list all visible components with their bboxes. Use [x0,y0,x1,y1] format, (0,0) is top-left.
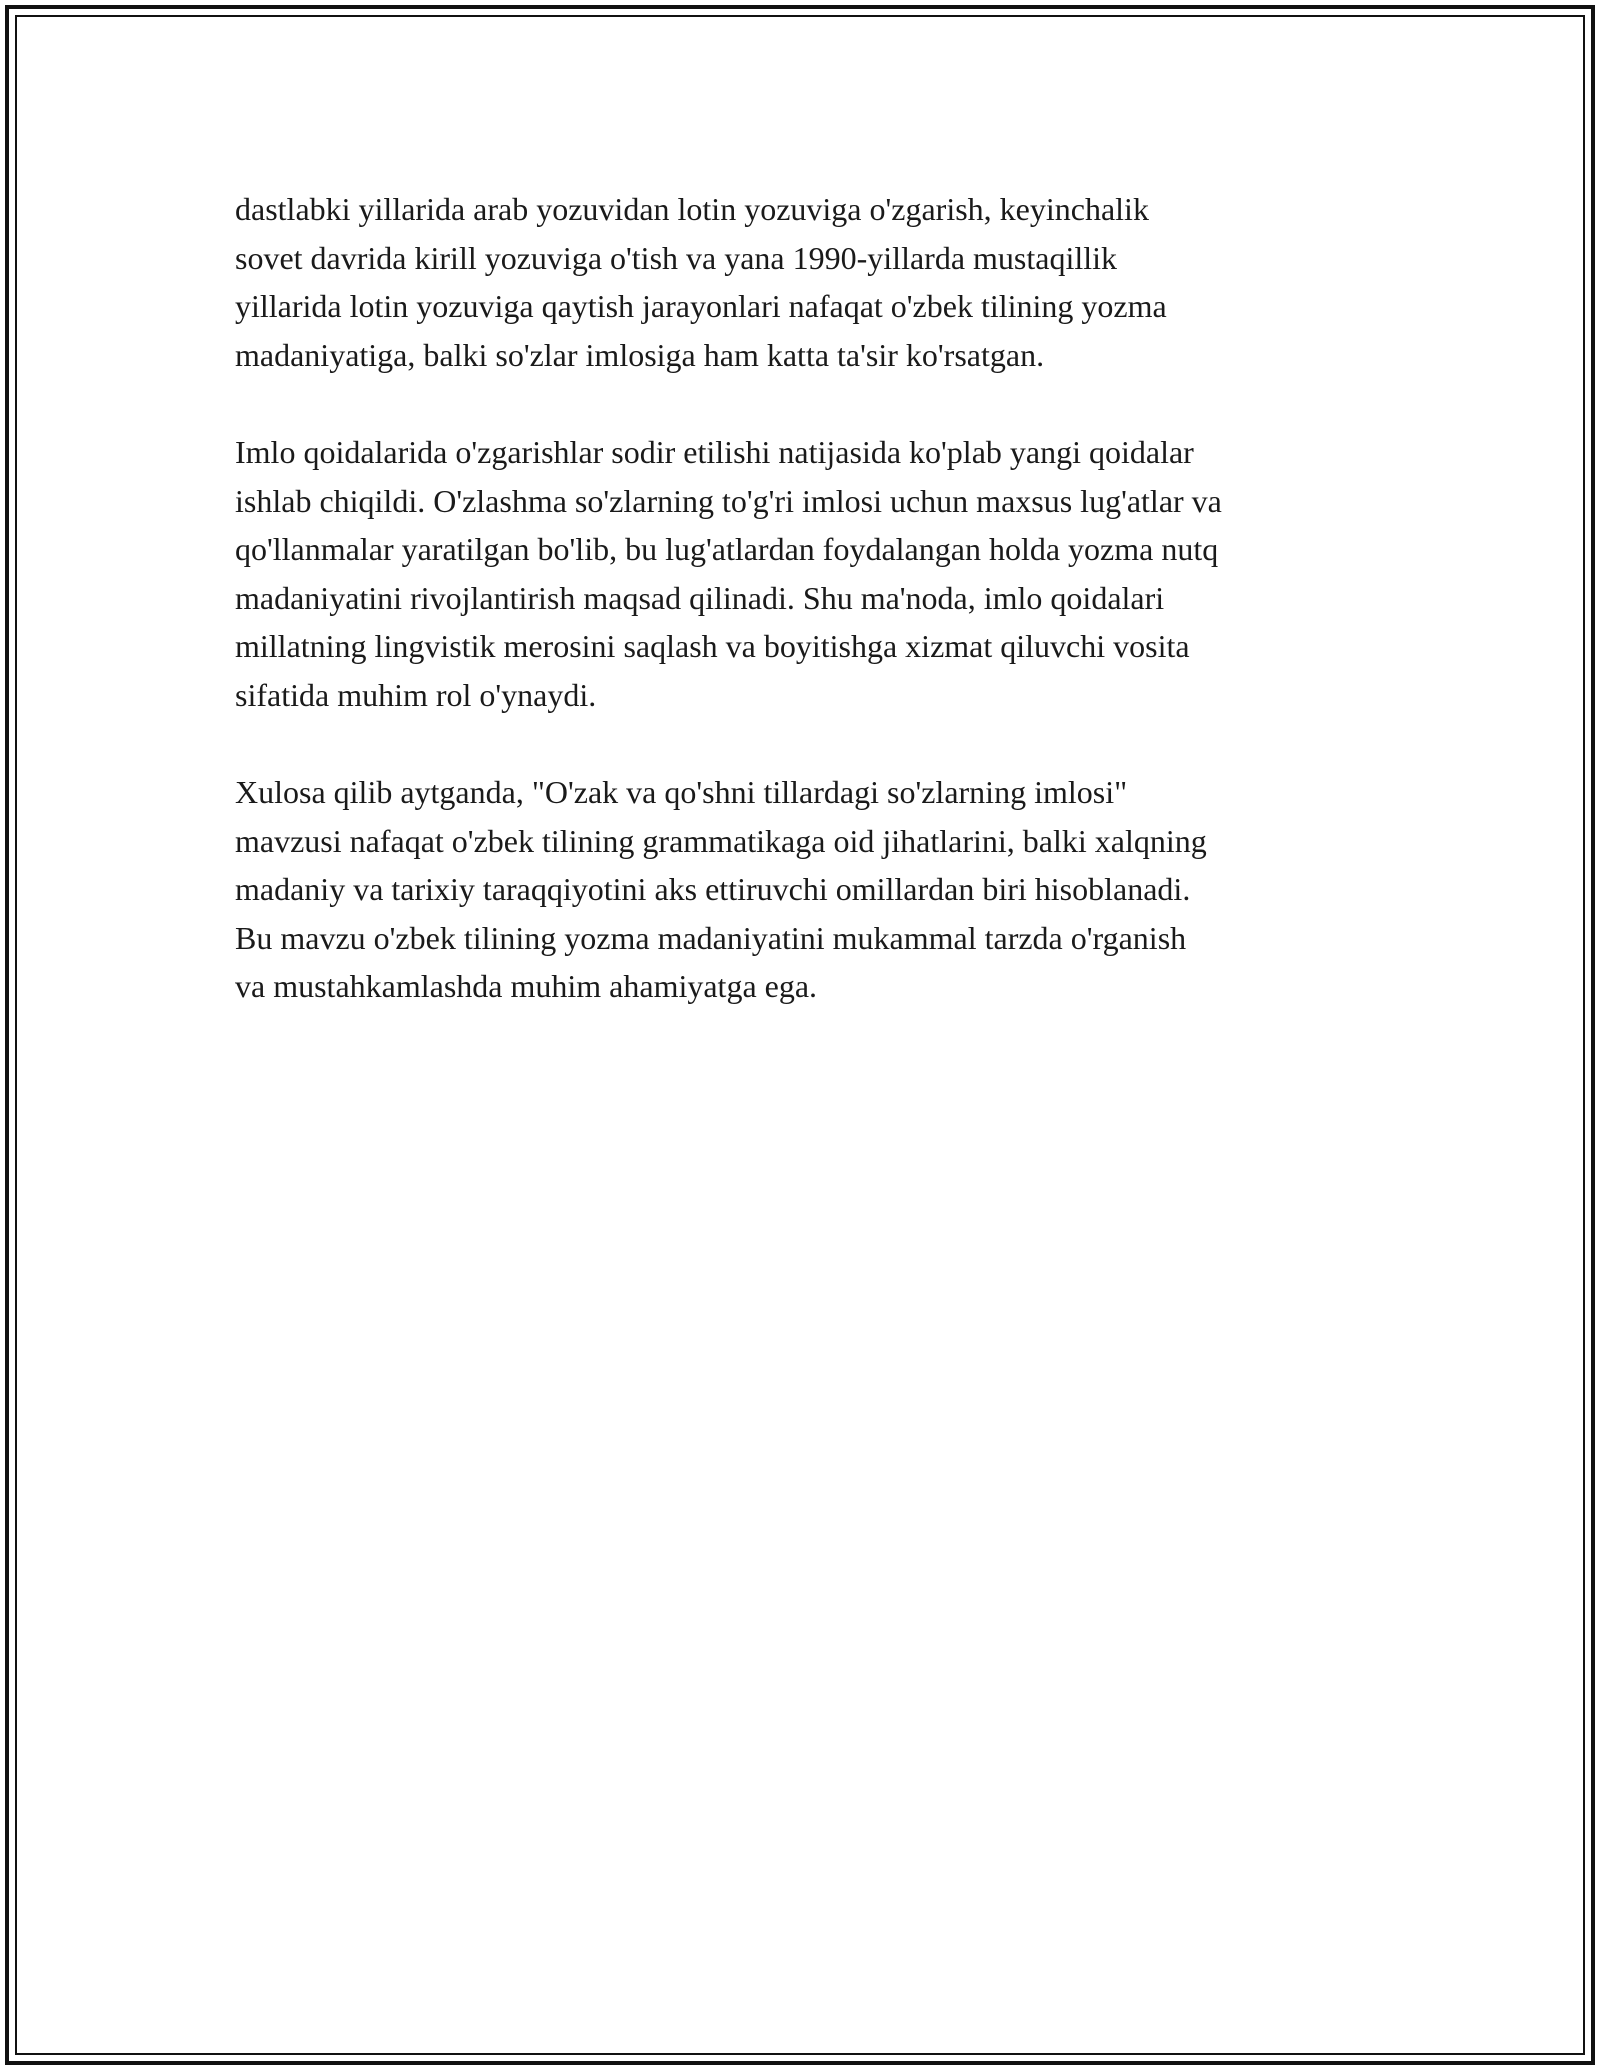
text-line: ishlab chiqildi. O'zlashma so'zlarning to'g'ri imlosi uchun maxsus lug'atlar va [235,482,1222,519]
text-line: madaniy va tarixiy taraqqiyotini aks ettiruvchi omillardan biri hisoblanadi. [235,871,1191,907]
text-line: sifatida muhim rol o'ynaydi. [235,676,597,713]
paragraph-2 [235,428,1385,719]
document-body [235,185,1385,1060]
text-line: yillarida lotin yozuviga qaytish jarayonlari nafaqat o'zbek tilining yozma [235,288,1167,324]
text-line: Imlo qoidalarida o'zgarishlar sodir etilishi natijasida ko'plab yangi qoidalar [235,434,1194,470]
text-line: madaniyatiga, balki so'zlar imlosiga ham katta ta'sir ko'rsatgan. [235,336,1045,373]
paragraph-3 [235,768,1385,1011]
text-line: dastlabki yillarida arab yozuvidan lotin yozuviga o'zgarish, keyinchalik [235,191,1149,227]
text-line: qo'llanmalar yaratilgan bo'lib, bu lug'atlardan foydalangan holda yozma nutq [235,531,1219,567]
text-line: Bu mavzu o'zbek tilining yozma madaniyatini mukammal tarzda o'rganish [235,919,1187,956]
text-line: madaniyatini rivojlantirish maqsad qilinadi. Shu ma'noda, imlo qoidalari [235,579,1165,616]
text-line: va mustahkamlashda muhim ahamiyatga ega. [235,968,818,1004]
text-line: mavzusi nafaqat o'zbek tilining grammatikaga oid jihatlarini, balki xalqning [235,822,1207,859]
text-line: millatning lingvistik merosini saqlash va boyitishga xizmat qiluvchi vosita [235,628,1190,664]
paragraph-1 [235,185,1385,379]
text-line: sovet davrida kirill yozuviga o'tish va yana 1990-yillarda mustaqillik [235,239,1118,276]
text-line: Xulosa qilib aytganda, "O'zak va qo'shni tillardagi so'zlarning imlosi" [235,774,1128,810]
